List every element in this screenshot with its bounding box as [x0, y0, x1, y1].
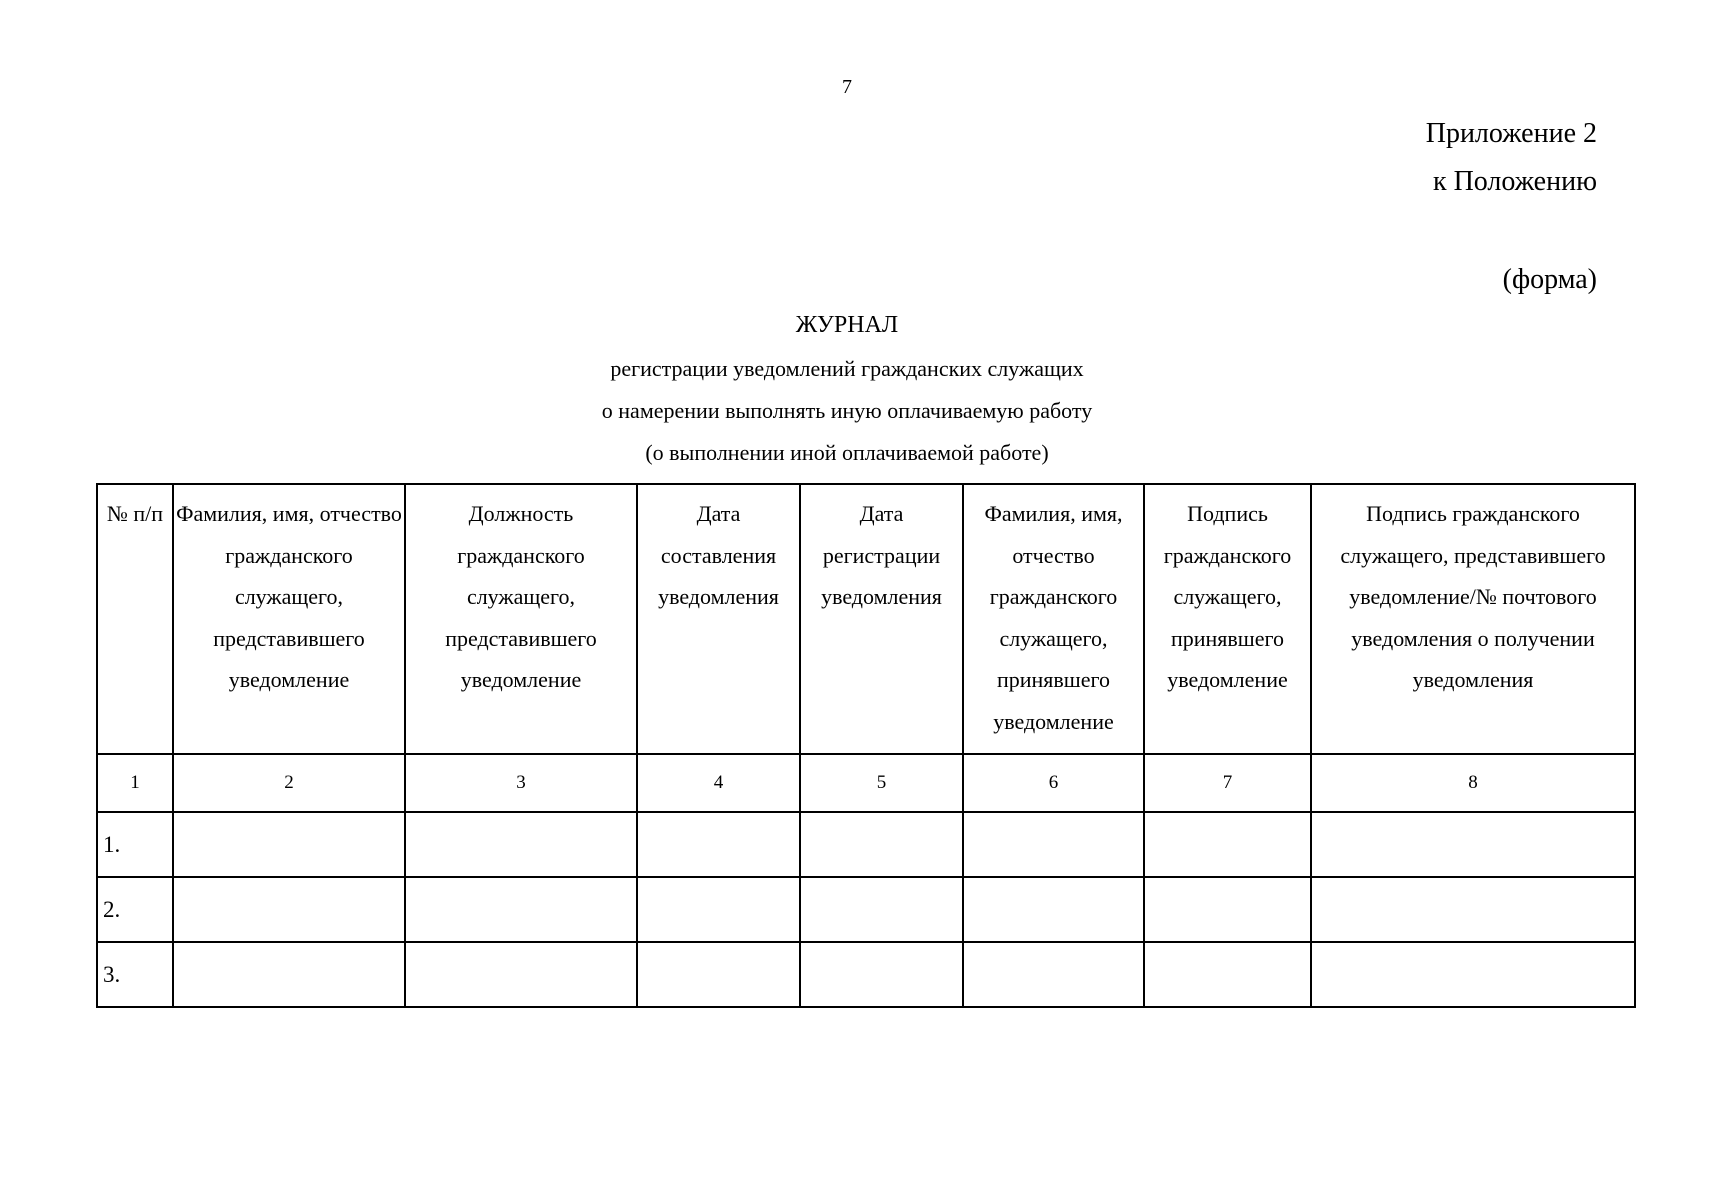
journal-subtitle-line-2: о намерении выполнять иную оплачиваемую работу: [601, 398, 1093, 423]
header-label: Подпись гражданского служащего, представившего уведомление/№ почтового уведомления о получении уведомления: [1340, 501, 1606, 692]
header-cell-number: [97, 484, 173, 754]
header-label: Должность гражданского служащего, представившего уведомление: [445, 501, 597, 692]
empty-cell: [405, 942, 637, 1007]
header-label: Дата регистрации уведомления: [821, 501, 942, 609]
header-label: Подпись гражданского служащего, принявшего уведомление: [1163, 501, 1292, 692]
empty-cell: [1144, 812, 1311, 877]
header-cell-position: [405, 484, 637, 754]
empty-cell: [800, 812, 963, 877]
table-row: [97, 942, 1635, 1007]
header-cell-compile-date: [637, 484, 800, 754]
header-cell-full-name: [173, 484, 405, 754]
empty-cell: [1311, 877, 1635, 942]
journal-subtitle-line-3: (о выполнении иной оплачиваемой работе): [645, 440, 1049, 465]
appendix-subtitle: к Положению: [1432, 166, 1597, 197]
empty-cell: [963, 942, 1144, 1007]
journal-title: ЖУРНАЛ: [795, 312, 899, 338]
journal-subtitle-line-1: регистрации уведомлений гражданских служащих: [610, 356, 1084, 381]
header-label: Дата составления уведомления: [658, 501, 779, 609]
form-label: (форма): [1502, 264, 1597, 295]
table-row: [97, 812, 1635, 877]
empty-cell: [637, 942, 800, 1007]
header-label: Фамилия, имя, отчество гражданского служащего, принявшего уведомление: [984, 501, 1123, 734]
column-number: 3: [405, 754, 637, 812]
header-label: № п/п: [106, 501, 164, 526]
column-number: 8: [1311, 754, 1635, 812]
empty-cell: [800, 942, 963, 1007]
header-cell-receiver-name: [963, 484, 1144, 754]
empty-cell: [173, 942, 405, 1007]
column-number: 6: [963, 754, 1144, 812]
row-number: 3.: [97, 942, 173, 1007]
empty-cell: [637, 877, 800, 942]
empty-cell: [1144, 942, 1311, 1007]
column-number: 7: [1144, 754, 1311, 812]
empty-cell: [800, 877, 963, 942]
empty-cell: [405, 812, 637, 877]
header-row: [97, 484, 1635, 754]
header-cell-registration-date: [800, 484, 963, 754]
empty-cell: [1311, 812, 1635, 877]
table-row: [97, 877, 1635, 942]
row-number: 2.: [97, 877, 173, 942]
empty-cell: [963, 812, 1144, 877]
appendix-title: Приложение 2: [1425, 118, 1597, 149]
column-number: 4: [637, 754, 800, 812]
column-number: 1: [97, 754, 173, 812]
page-number: 7: [842, 76, 852, 98]
column-number-row: [97, 754, 1635, 812]
header-label: Фамилия, имя, отчество гражданского служащего, представившего уведомление: [176, 501, 402, 692]
empty-cell: [963, 877, 1144, 942]
empty-cell: [637, 812, 800, 877]
empty-cell: [173, 877, 405, 942]
empty-cell: [1311, 942, 1635, 1007]
empty-cell: [1144, 877, 1311, 942]
empty-cell: [173, 812, 405, 877]
journal-table: [96, 483, 1636, 1008]
column-number: 5: [800, 754, 963, 812]
row-number: 1.: [97, 812, 173, 877]
header-cell-submitter-signature: [1311, 484, 1635, 754]
header-cell-receiver-signature: [1144, 484, 1311, 754]
empty-cell: [405, 877, 637, 942]
column-number: 2: [173, 754, 405, 812]
